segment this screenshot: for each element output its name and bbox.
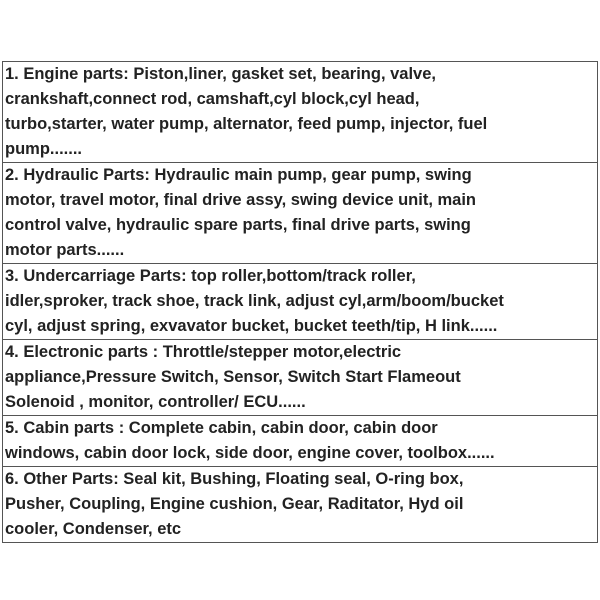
table-row-electronic-parts — [3, 340, 597, 416]
row-text-line: 4. Electronic parts : Throttle/stepper motor,electric — [5, 343, 402, 361]
row-text-line: 6. Other Parts: Seal kit, Bushing, Floating seal, O-ring box, — [5, 470, 464, 488]
row-text-line: 1. Engine parts: Piston,liner, gasket set, bearing, valve, — [5, 65, 436, 83]
row-text-line: Pusher, Coupling, Engine cushion, Gear, Raditator, Hyd oil — [5, 495, 464, 513]
table-row-other-parts — [3, 467, 597, 543]
row-text-line: windows, cabin door lock, side door, engine cover, toolbox...... — [5, 444, 495, 462]
row-text-line: idler,sproker, track shoe, track link, adjust cyl,arm/boom/bucket — [5, 292, 504, 310]
row-text-line: 2. Hydraulic Parts: Hydraulic main pump, gear pump, swing — [5, 166, 472, 184]
table-row-hydraulic-parts — [3, 163, 597, 264]
table-row-undercarriage-parts — [3, 264, 597, 340]
row-text-line: pump....... — [5, 140, 82, 158]
row-text-line: control valve, hydraulic spare parts, final drive parts, swing — [5, 216, 471, 234]
row-text-line: motor parts...... — [5, 241, 125, 259]
row-text-line: motor, travel motor, final drive assy, swing device unit, main — [5, 191, 476, 209]
row-text-line: appliance,Pressure Switch, Sensor, Switch Start Flameout — [5, 368, 461, 386]
row-text-line: turbo,starter, water pump, alternator, feed pump, injector, fuel — [5, 115, 488, 133]
row-text-line: Solenoid , monitor, controller/ ECU...... — [5, 393, 306, 411]
row-text-line: 3. Undercarriage Parts: top roller,bottom/track roller, — [5, 267, 416, 285]
row-text-line: crankshaft,connect rod, camshaft,cyl block,cyl head, — [5, 90, 420, 108]
table-row-cabin-parts — [3, 416, 597, 467]
table-row-engine-parts — [3, 62, 597, 163]
parts-table — [2, 61, 598, 543]
row-text-line: 5. Cabin parts : Complete cabin, cabin door, cabin door — [5, 419, 438, 437]
row-text-line: cyl, adjust spring, exvavator bucket, bucket teeth/tip, H link...... — [5, 317, 498, 335]
row-text-line: cooler, Condenser, etc — [5, 520, 182, 538]
